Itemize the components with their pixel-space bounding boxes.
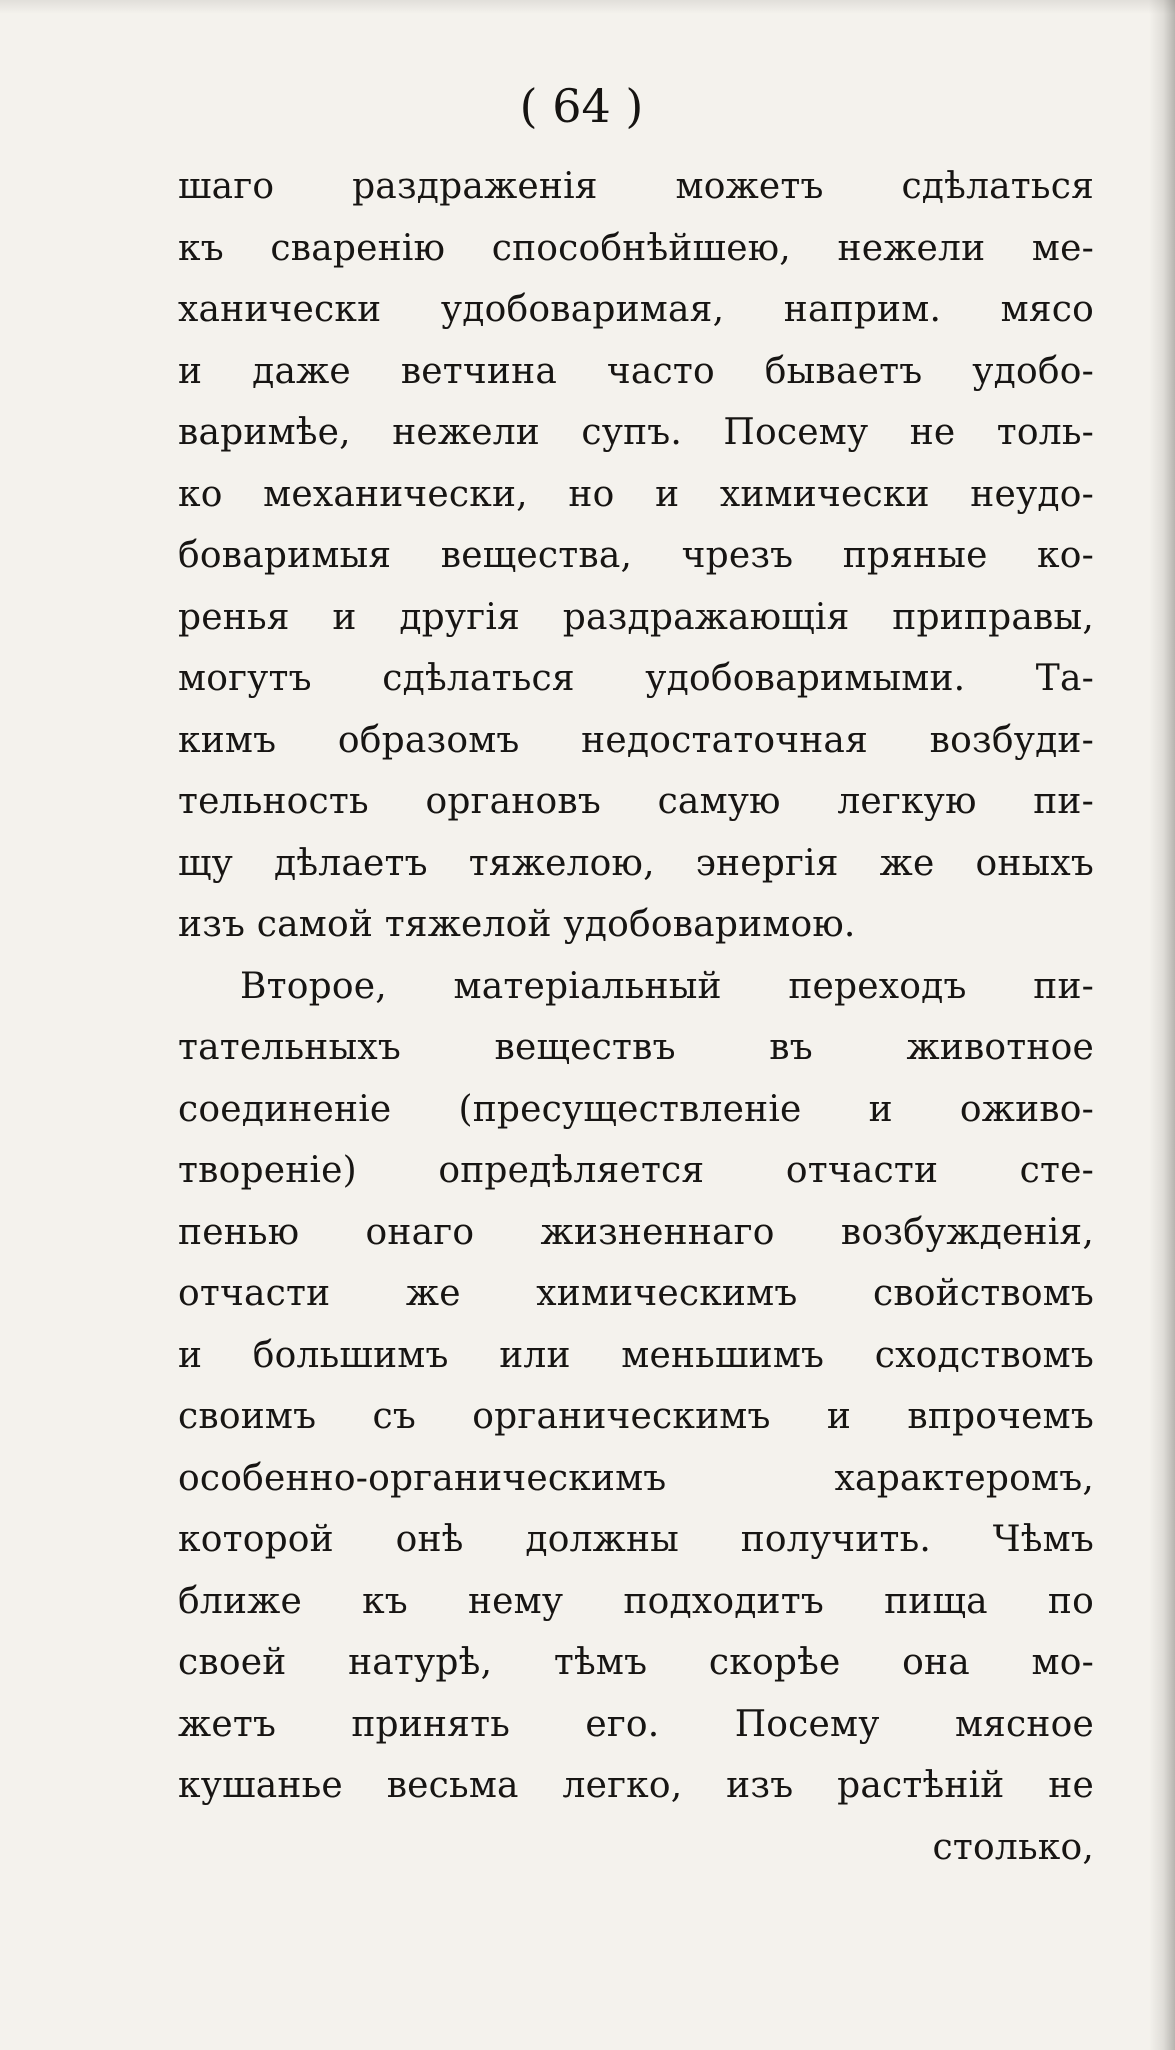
- paragraph-start-line: Второе, матеріальный переходъ пи-: [240, 965, 1094, 1007]
- page-top-shadow: [0, 0, 1175, 14]
- text-line: варимѣе, нежели супъ. Посему не толь-: [178, 412, 1094, 453]
- catchword: столько,: [932, 1826, 1094, 1868]
- text-line: кимъ образомъ недостаточная возбуди-: [178, 719, 1094, 761]
- text-line: тательныхъ веществъ въ животное: [178, 1027, 1094, 1068]
- text-line: особенно-органическимъ характеромъ,: [178, 1457, 1094, 1499]
- text-line: соединеніе (пресуществленіе и оживо-: [178, 1088, 1094, 1130]
- text-line: ханически удобоваримая, наприм. мясо: [178, 289, 1094, 330]
- text-line: жетъ принять его. Посему мясное: [178, 1703, 1094, 1745]
- text-line: кушанье весьма легко, изъ растѣній не: [178, 1765, 1094, 1806]
- page-spine-shadow: [1149, 0, 1175, 2050]
- text-line: отчасти же химическимъ свойствомъ: [178, 1273, 1094, 1314]
- text-line: твореніе) опредѣляется отчасти сте-: [178, 1150, 1094, 1191]
- text-line: щу дѣлаетъ тяжелою, энергія же оныхъ: [178, 842, 1094, 884]
- text-line: могутъ сдѣлаться удобоваримыми. Та-: [178, 658, 1094, 699]
- text-line: ближе къ нему подходитъ пища по: [178, 1580, 1094, 1622]
- paragraph-end-line: изъ самой тяжелой удобоваримою.: [178, 904, 856, 945]
- text-line: которой онѣ должны получить. Чѣмъ: [178, 1519, 1094, 1560]
- text-line: и даже ветчина часто бываетъ удобо-: [178, 350, 1094, 392]
- text-line: своимъ съ органическимъ и впрочемъ: [178, 1396, 1094, 1437]
- page-number: ( 64 ): [519, 79, 644, 133]
- text-line: тельность органовъ самую легкую пи-: [178, 781, 1094, 822]
- text-line: шаго раздраженія можетъ сдѣлаться: [178, 166, 1094, 207]
- text-line: ренья и другія раздражающія приправы,: [178, 596, 1094, 638]
- text-line: боваримыя вещества, чрезъ пряные ко-: [178, 535, 1094, 576]
- text-line: своей натурѣ, тѣмъ скорѣе она мо-: [178, 1642, 1094, 1683]
- text-line: и большимъ или меньшимъ сходствомъ: [178, 1334, 1094, 1376]
- text-line: къ сваренію способнѣйшею, нежели ме-: [178, 227, 1094, 269]
- text-line: пенью онаго жизненнаго возбужденія,: [178, 1211, 1094, 1253]
- body-text: [178, 156, 1094, 1878]
- text-line: ко механически, но и химически неудо-: [178, 473, 1094, 515]
